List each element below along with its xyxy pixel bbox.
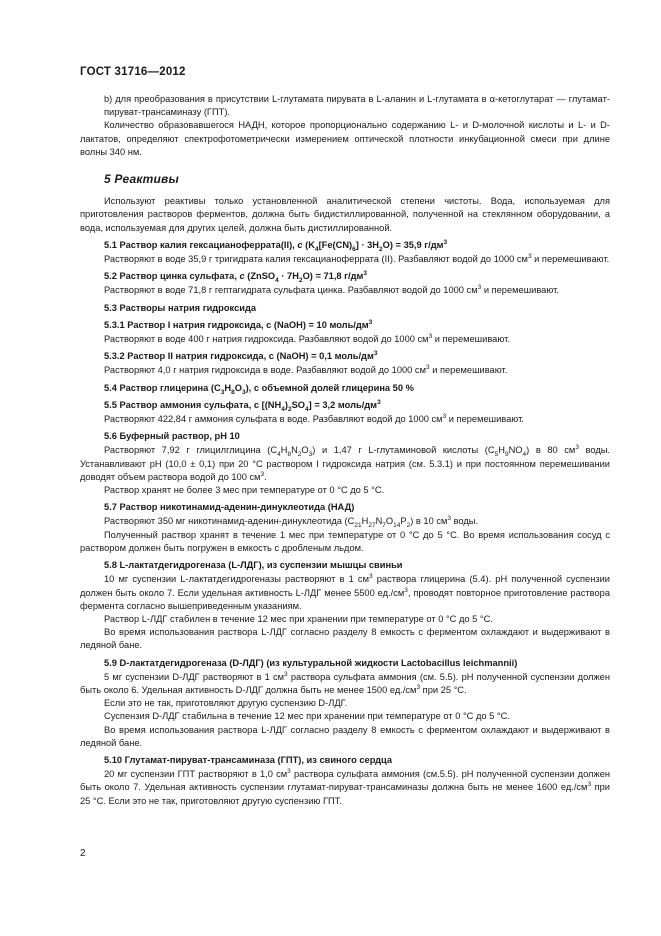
subsection-5-3-1-body: Растворяют в воде 400 г натрия гидроксида. Разбавляют водой до 1000 $см^3$ и перемешивают. bbox=[104, 332, 510, 345]
subsection-5-9-title: 5.9 D-лактатдегидрогеназа (D-ЛДГ) (из культуральной жидкости Lactobacillus leichmannii) bbox=[104, 657, 518, 668]
intro-item-b: b) для преобразования в присутствии L-глутамата пирувата в L-аланин и L-глутамата в α-кетоглутарат — глутамат-пируват-трансаминазу (ГПТ). bbox=[104, 94, 610, 118]
subsection-5-9-usage: Во время использования раствора L-ЛДГ согласно разделу 8 емкость с ферментом охлаждают и выдерживают в ледяной бане. bbox=[80, 724, 610, 748]
subsection-5-8-title: 5.8 L-лактатдегидрогеназа (L-ЛДГ), из суспензии мышцы свиньи bbox=[104, 560, 403, 571]
section-intro: Используют реактивы только установленной аналитической степени чистоты. Вода, используемая для приготовления растворов ферментов, должна быть бидистиллированной, полученной на стеклянном оборудовании, а вода, используемая для других целей, должна быть дистиллированной. bbox=[80, 196, 610, 233]
subsection-5-9-alt: Если это не так, приготовляют другую суспензию D-ЛДГ. bbox=[104, 698, 348, 709]
subsection-5-10-title: 5.10 Глутамат-пируват-трансаминаза (ГПТ), из свиного сердца bbox=[104, 754, 393, 765]
subsection-5-4-title: 5.4 Раствор глицерина $(C_3H_8O_3)$, с объемной долей глицерина 50 % bbox=[104, 382, 414, 396]
subsection-5-9-body: 5 мг суспензии D-ЛДГ растворяют в 1 $см^3$ раствора сульфата аммония (см. 5.5). рН полученной суспензии должен быть около 6. Удельная активность D-ЛДГ должна быть не менее 1500 $ед./см^3$ при 25 °C. bbox=[80, 670, 610, 695]
subsection-5-2-title: 5.2 Раствор цинка сульфата, c (ZnSO$_4$ · $7H_2O) = 71,8$ $г/дм^3$ bbox=[104, 270, 368, 285]
page-number: 2 bbox=[80, 848, 86, 859]
subsection-5-3-2-body: Растворяют 4,0 г натрия гидроксида в воде. Разбавляют водой до 1000 $см^3$ и перемешивают. bbox=[104, 364, 508, 376]
subsection-5-5-body: Растворяют 422,84 г аммония сульфата в воде. Разбавляют водой до 1000 $см^3$ и перемешивают. bbox=[104, 412, 524, 425]
intro-nadh-paragraph: Количество образовавшегося НАДН, которое пропорционально содержанию L- и D-молочной кислоты и L- и D-лактатов, определяют спектрофотометрически измерением оптической плотности инкубационной смеси при длине волны 340 нм. bbox=[80, 120, 610, 157]
subsection-5-7-storage: Полученный раствор хранят в течение 1 мес при температуре от 0 °C до 5 °C. Во время использования сосуд с раствором должен быть погружен в емкость с дробленым льдом. bbox=[80, 529, 610, 553]
subsection-5-8-usage: Во время использования раствора L-ЛДГ согласно разделу 8 емкость с ферментом охлаждают и выдерживают в ледяной бане. bbox=[80, 627, 610, 651]
subsection-5-7-title: 5.7 Раствор никотинамид-аденин-динуклеотида (НАД) bbox=[104, 502, 355, 513]
subsection-5-6-storage: Раствор хранят не более 3 мес при температуре от 0 °C до 5 °C. bbox=[104, 485, 385, 496]
subsection-5-1-body: Растворяют в воде 35,9 г тригидрата калия гексацианоферрата (II). Разбавляют водой до 1000 $см^3$ и перемешивают. bbox=[104, 252, 610, 265]
subsection-5-3-title: 5.3 Растворы натрия гидроксида bbox=[104, 302, 257, 313]
subsection-5-1-title: 5.1 Раствор калия гексацианоферрата(II), c $(K_4[Fe(CN)_6] \cdot 3H_2O) = 35,9$ $г/дм^3$ bbox=[104, 238, 448, 253]
subsection-5-6-body: Растворяют 7,92 г глицилглицина $(C_4H_8N_2O_3)$ и 1,47 г L-глутаминовой кислоты $(C_5H_9NO_4)$ в 80 $см^3$ воды. Устанавливают рН (10,0 ± 0,1) при 20 °C раствором I гидроксида натрия (см. 5.3.1) и при постоянном перемешивании доводят объем раствора водой до 100 $см^3$. bbox=[80, 444, 611, 482]
subsection-5-7-body: Растворяют 350 мг никотинамид-аденин-динуклеотида $(C_{21}H_{27}N_7O_{14}P_2)$ в 10 $см^3$ воды. bbox=[104, 515, 479, 530]
subsection-5-8-stability: Раствор L-ЛДГ стабилен в течение 12 мес при хранении при температуре от 0 °C до 5 °C. bbox=[104, 613, 493, 624]
section-title: 5 Реактивы bbox=[104, 172, 179, 187]
subsection-5-8-body: 10 мг суспензии L-лактатдегидрогеназы растворяют в 1 $см^3$ раствора глицерина (5.4). рН полученной суспензии должен быть около 7. Если удельная активность L-ЛДГ менее 5500 $ед./см^3$, проводят повторное приготовление раствора фермента согласно вышеприведенным указаниям. bbox=[80, 573, 610, 611]
subsection-5-3-1-title: 5.3.1 Раствор I натрия гидроксида, c (NaOH) = 10 моль/$дм^3$ bbox=[104, 318, 373, 330]
subsection-5-10-body: 20 мг суспензии ГПТ растворяют в 1,0 $см^3$ раствора сульфата аммония (см.5.5). рН полученной суспензии должен быть около 7. Удельная активность суспензии глутамат-пируват-трансаминазы должна быть не менее 1600 $ед./см^3$ при 25 °C. Если это не так, приготовляют другую суспензию ГПТ. bbox=[80, 768, 610, 806]
document-body bbox=[80, 93, 610, 808]
subsection-5-9-stability: Суспензия D-ЛДГ стабильна в течение 12 мес при хранении при температуре от 0 °C до 5 °C. bbox=[104, 711, 510, 722]
subsection-5-2-body: Растворяют в воде 71,8 г гептагидрата сульфата цинка. Разбавляют водой до 1000 $см^3$ и перемешивают. bbox=[104, 284, 559, 296]
document-header: ГОСТ 31716—2012 bbox=[80, 66, 186, 78]
subsection-5-6-title: 5.6 Буферный раствор, рН 10 bbox=[104, 431, 240, 442]
subsection-5-3-2-title: 5.3.2 Раствор II натрия гидроксида, c (NaOH) = 0,1 моль/$дм^3$ bbox=[104, 350, 378, 362]
subsection-5-5-title: 5.5 Раствор аммония сульфата, c $[(NH_4)_2SO_4] = 3,2$ моль/$дм^3$ bbox=[104, 398, 381, 413]
